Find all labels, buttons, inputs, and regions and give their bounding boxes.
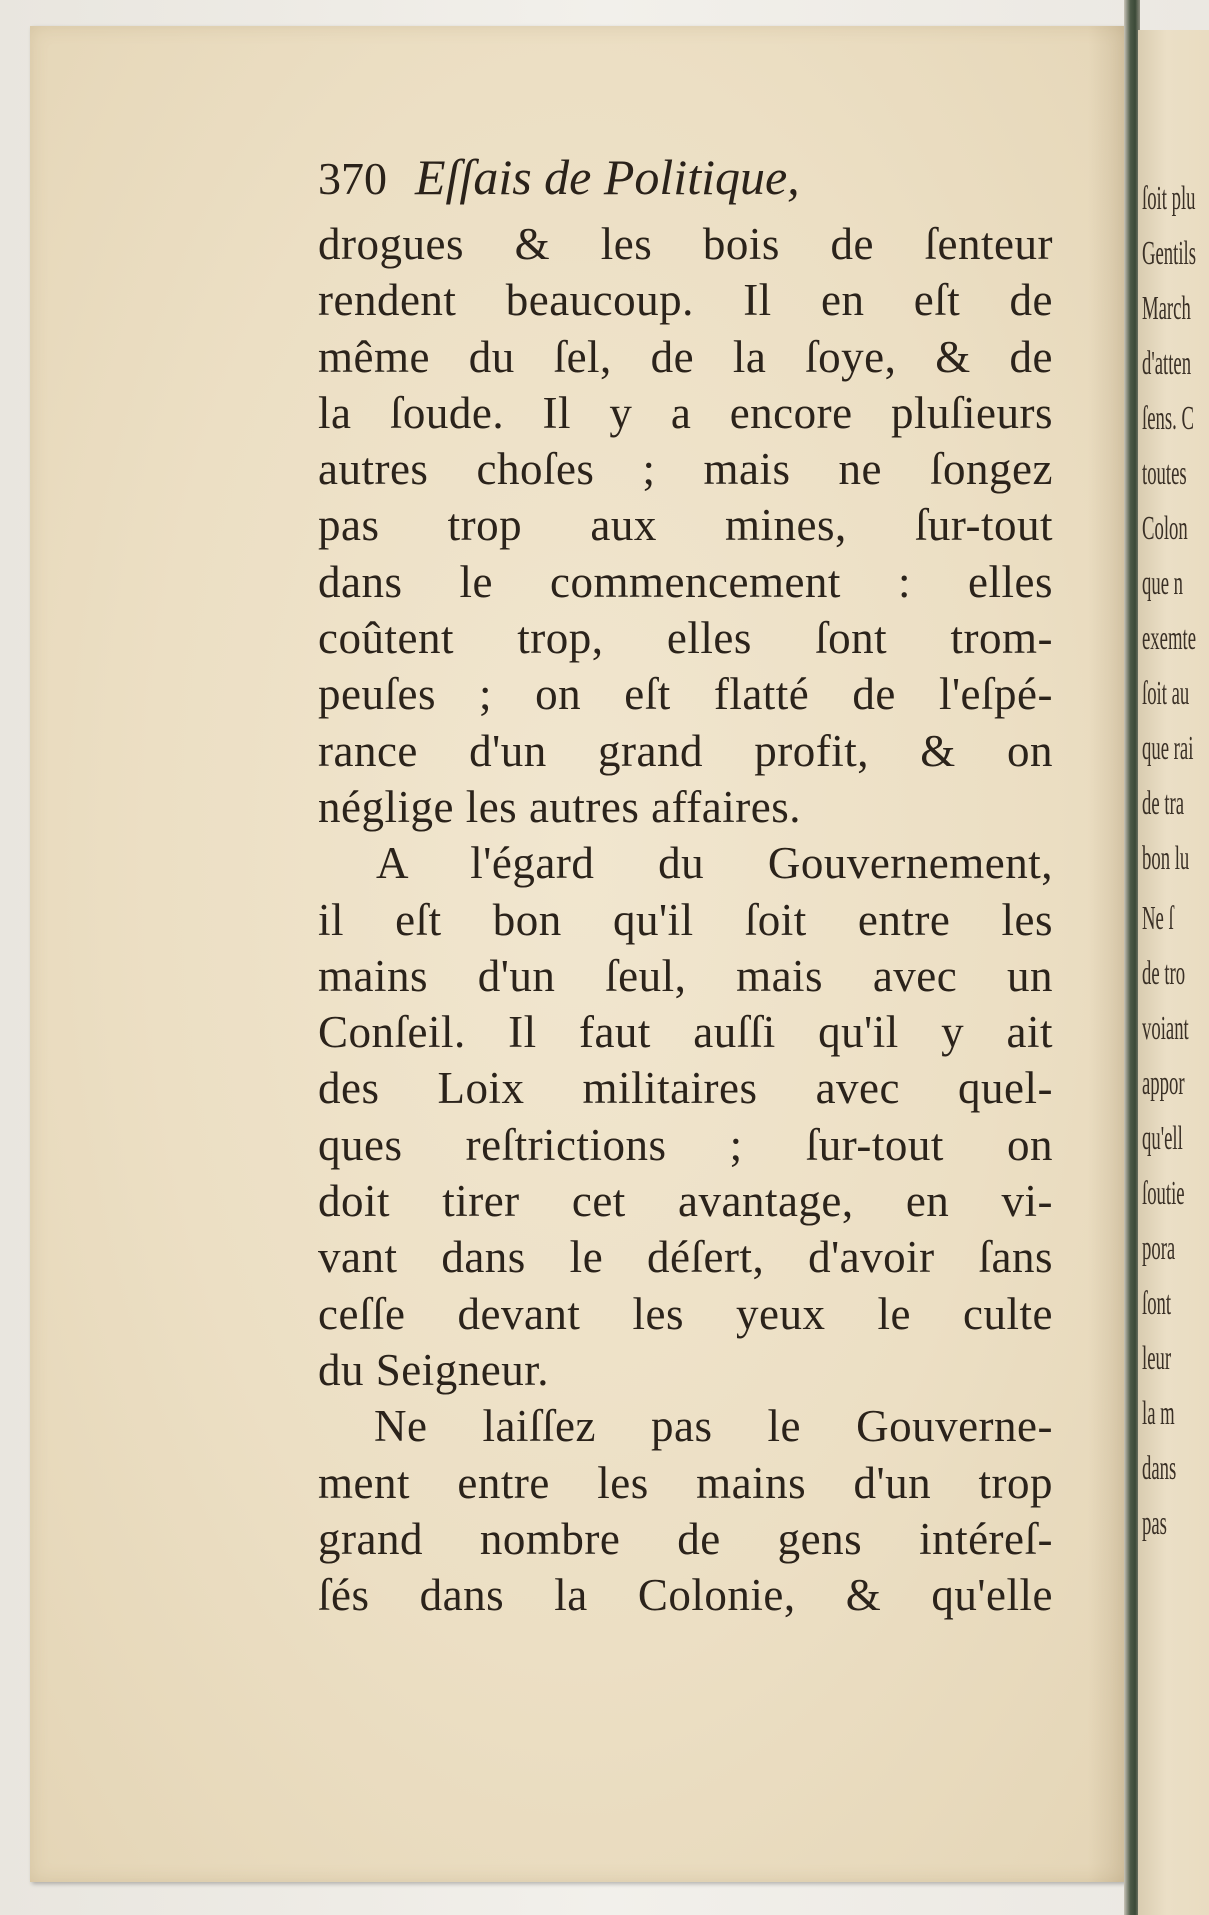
text-line: peuſes ; on eſt flatté de l'eſpé- — [318, 669, 1053, 720]
facing-text-fragment: de tra — [1142, 785, 1185, 822]
facing-text-fragment: ſont — [1142, 1285, 1172, 1322]
book-page — [30, 26, 1128, 1882]
facing-text-fragment: que n — [1142, 565, 1184, 602]
facing-text-fragment: ſens. C — [1142, 400, 1194, 437]
facing-text-fragment: d'atten — [1142, 345, 1192, 382]
facing-text-fragment: qu'ell — [1142, 1120, 1183, 1157]
text-line: néglige les autres affaires. — [318, 781, 801, 832]
facing-text-fragment: March — [1142, 290, 1191, 327]
text-line: vant dans le déſert, d'avoir ſans — [318, 1232, 1053, 1283]
facing-text-fragment: bon lu — [1142, 840, 1190, 877]
text-line: il eſt bon qu'il ſoit entre les — [318, 894, 1053, 945]
text-line: coûtent trop, elles ſont trom- — [318, 613, 1053, 664]
facing-text-fragment: que rai — [1142, 730, 1194, 767]
facing-text-fragment: appor — [1142, 1065, 1185, 1102]
text-line: rance d'un grand profit, & on — [318, 725, 1053, 776]
text-line: des Loix militaires avec quel- — [318, 1063, 1053, 1114]
text-line: grand nombre de gens intéreſ- — [318, 1513, 1053, 1564]
facing-text-fragment: ſoit au — [1142, 675, 1190, 712]
facing-text-fragment: ſoit plu — [1142, 180, 1196, 217]
page-number: 370 — [318, 153, 387, 204]
running-title: Eſſais de Politique, — [415, 149, 800, 205]
facing-text-fragment: exemte — [1142, 620, 1196, 657]
facing-text-fragment: toutes — [1142, 455, 1187, 492]
facing-text-fragment: Colon — [1142, 510, 1188, 547]
text-line: rendent beaucoup. Il en eſt de — [318, 275, 1053, 326]
facing-text-fragment: Ne ſ — [1142, 900, 1174, 937]
body-text — [318, 216, 1053, 1623]
text-line: pas trop aux mines, ſur-tout — [318, 500, 1053, 551]
facing-text-fragment: ſoutie — [1142, 1175, 1185, 1212]
text-line: A l'égard du Gouvernement, — [376, 838, 1053, 889]
facing-text-fragment: la m — [1142, 1395, 1175, 1432]
text-line: doit tirer cet avantage, en vi- — [318, 1176, 1053, 1227]
text-line: drogues & les bois de ſenteur — [318, 219, 1053, 269]
facing-text-fragment: Gentils — [1142, 235, 1197, 272]
text-line: du Seigneur. — [318, 1344, 549, 1395]
facing-text-fragment: pas — [1142, 1505, 1167, 1542]
text-line: la ſoude. Il y a encore pluſieurs — [318, 387, 1053, 438]
text-line: ſés dans la Colonie, & qu'elle — [318, 1570, 1053, 1621]
text-line: ment entre les mains d'un trop — [318, 1457, 1053, 1508]
text-line: autres choſes ; mais ne ſongez — [318, 444, 1053, 495]
text-line: même du ſel, de la ſoye, & de — [318, 331, 1053, 382]
text-line: Conſeil. Il faut auſſi qu'il y ait — [318, 1007, 1053, 1058]
text-line: dans le commencement : elles — [318, 556, 1053, 607]
text-line: ques reſtrictions ; ſur-tout on — [318, 1119, 1053, 1170]
facing-page — [1138, 30, 1209, 1915]
facing-text-fragment: pora — [1142, 1230, 1176, 1267]
facing-text-fragment: voiant — [1142, 1010, 1189, 1047]
text-line: ceſſe devant les yeux le culte — [318, 1288, 1053, 1339]
running-head — [318, 148, 800, 206]
facing-text-fragment: dans — [1142, 1450, 1177, 1487]
text-line: mains d'un ſeul, mais avec un — [318, 950, 1053, 1001]
facing-text-fragment: de tro — [1142, 955, 1186, 992]
facing-text-fragment: leur — [1142, 1340, 1172, 1377]
text-line: Ne laiſſez pas le Gouverne- — [374, 1401, 1053, 1452]
